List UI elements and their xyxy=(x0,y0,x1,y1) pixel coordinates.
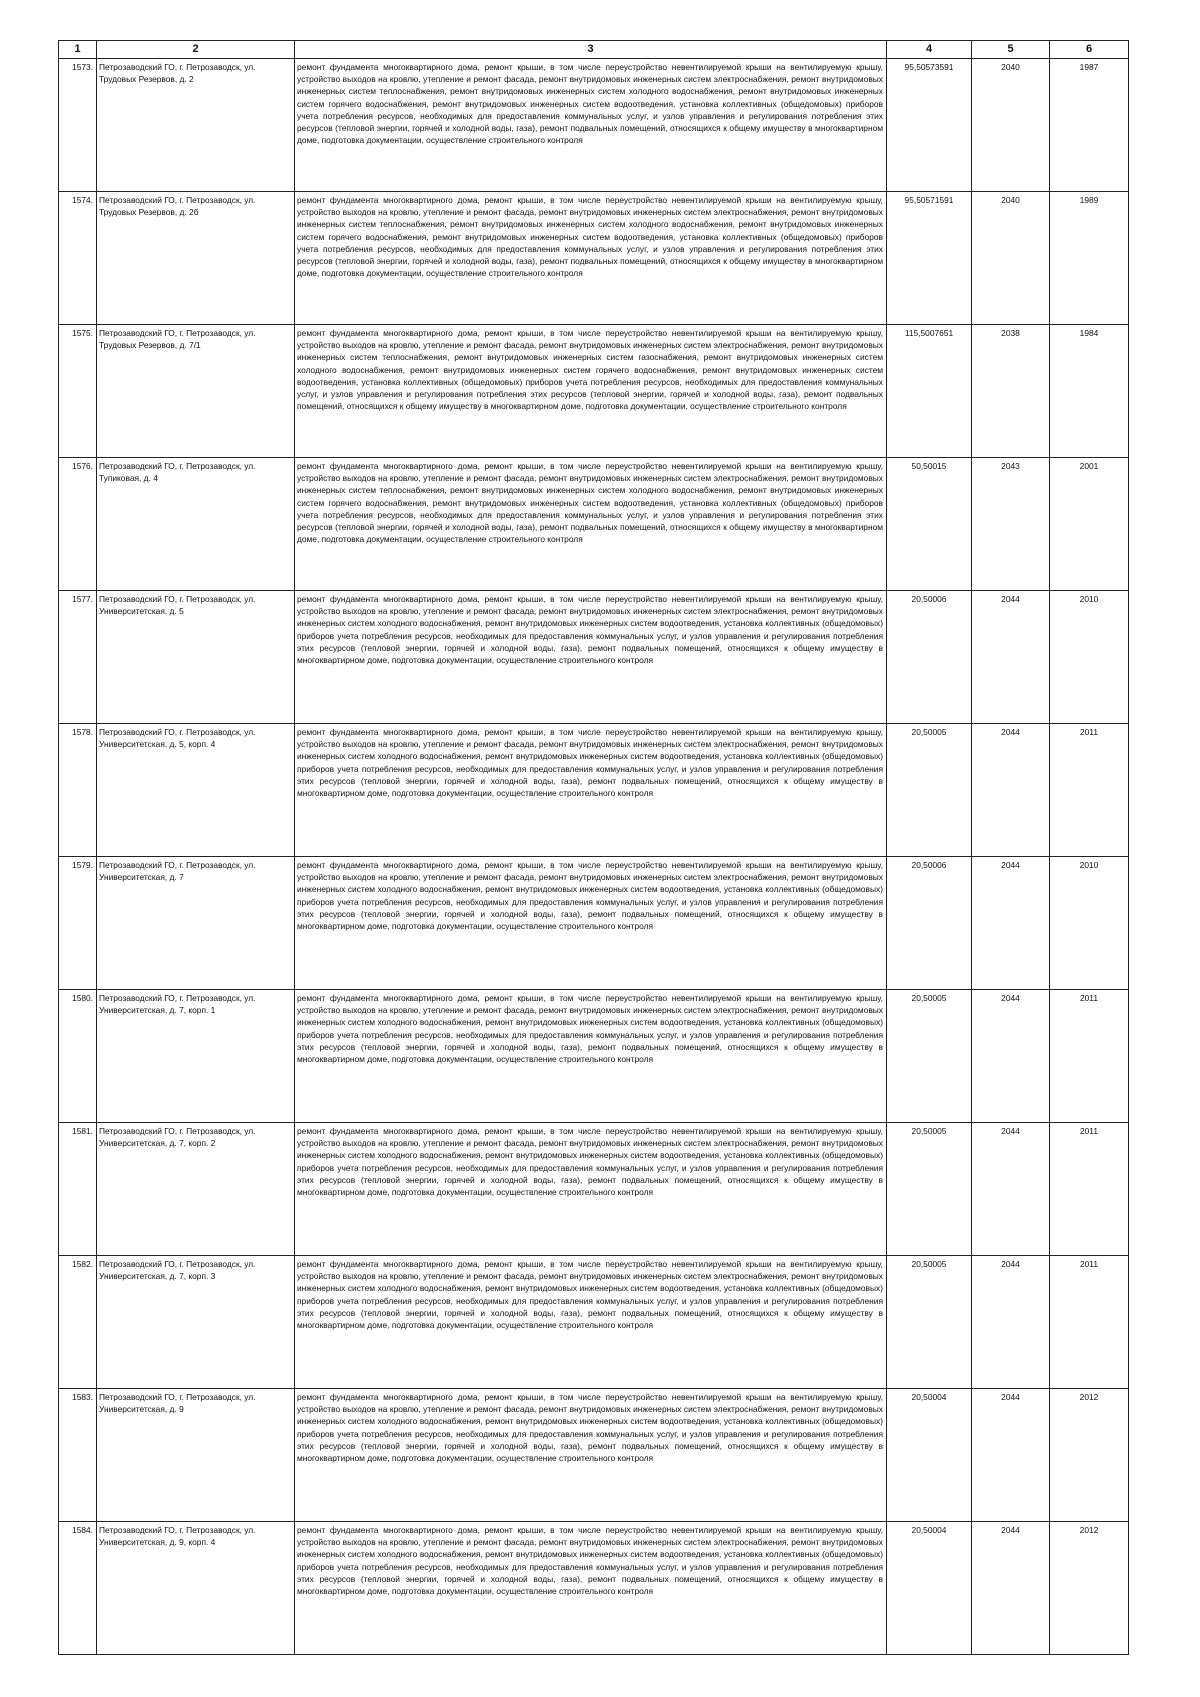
row-built-year: 1984 xyxy=(1050,325,1129,458)
row-number: 1584. xyxy=(59,1522,97,1655)
row-number: 1581. xyxy=(59,1123,97,1256)
table-row xyxy=(59,325,1129,458)
row-cost: 50,50015 xyxy=(887,458,972,591)
row-cost: 20,50005 xyxy=(887,724,972,857)
row-planned-year: 2038 xyxy=(972,325,1050,458)
table-row xyxy=(59,1123,1129,1256)
table-row xyxy=(59,990,1129,1123)
table-row xyxy=(59,192,1129,325)
column-header-planned-year: 5 xyxy=(972,41,1050,59)
row-number: 1577. xyxy=(59,591,97,724)
row-cost: 20,50005 xyxy=(887,990,972,1123)
row-address: Петрозаводский ГО, г. Петрозаводск, ул. Тупиковая, д. 4 xyxy=(97,458,295,591)
column-header-cost: 4 xyxy=(887,41,972,59)
row-number: 1578. xyxy=(59,724,97,857)
row-cost: 95,50573591 xyxy=(887,59,972,192)
row-built-year: 2012 xyxy=(1050,1389,1129,1522)
row-planned-year: 2040 xyxy=(972,192,1050,325)
row-built-year: 1987 xyxy=(1050,59,1129,192)
row-works: ремонт фундамента многоквартирного дома, ремонт крыши, в том числе переустройство невентилируемой крыши на вентилируемую крышу, устройство выходов на кровлю, утепление и ремонт фасада, ремонт внутридомовых инженерных систем электроснабжения, ремонт внутридомовых инженерных систем холодного водоснабжения, ремонт внутридомовых инженерных систем водоотведения, установка коллективных (общедомовых) приборов учета потребления ресурсов, необходимых для предоставления коммунальных услуг, и узлов управления и регулирования потребления этих ресурсов (тепловой энергии, горячей и холодной воды, газа), ремонт подвальных помещений, относящихся к общему имуществу в многоквартирном доме, подготовка документации, осуществление строительного контроля xyxy=(295,857,887,990)
row-cost: 115,5007651 xyxy=(887,325,972,458)
column-header-number: 1 xyxy=(59,41,97,59)
row-address: Петрозаводский ГО, г. Петрозаводск, ул. Университетская, д. 5 xyxy=(97,591,295,724)
row-built-year: 1989 xyxy=(1050,192,1129,325)
row-works: ремонт фундамента многоквартирного дома, ремонт крыши, в том числе переустройство невентилируемой крыши на вентилируемую крышу, устройство выходов на кровлю, утепление и ремонт фасада, ремонт внутридомовых инженерных систем электроснабжения, ремонт внутридомовых инженерных систем холодного водоснабжения, ремонт внутридомовых инженерных систем водоотведения, установка коллективных (общедомовых) приборов учета потребления ресурсов, необходимых для предоставления коммунальных услуг, и узлов управления и регулирования потребления этих ресурсов (тепловой энергии, горячей и холодной воды, газа), ремонт подвальных помещений, относящихся к общему имуществу в многоквартирном доме, подготовка документации, осуществление строительного контроля xyxy=(295,1389,887,1522)
row-address: Петрозаводский ГО, г. Петрозаводск, ул. Университетская, д. 7, корп. 2 xyxy=(97,1123,295,1256)
row-cost: 20,50004 xyxy=(887,1389,972,1522)
row-planned-year: 2040 xyxy=(972,59,1050,192)
row-built-year: 2011 xyxy=(1050,724,1129,857)
row-works: ремонт фундамента многоквартирного дома, ремонт крыши, в том числе переустройство невентилируемой крыши на вентилируемую крышу, устройство выходов на кровлю, утепление и ремонт фасада, ремонт внутридомовых инженерных систем электроснабжения, ремонт внутридомовых инженерных систем холодного водоснабжения, ремонт внутридомовых инженерных систем водоотведения, установка коллективных (общедомовых) приборов учета потребления ресурсов, необходимых для предоставления коммунальных услуг, и узлов управления и регулирования потребления этих ресурсов (тепловой энергии, горячей и холодной воды, газа), ремонт подвальных помещений, относящихся к общему имуществу в многоквартирном доме, подготовка документации, осуществление строительного контроля xyxy=(295,724,887,857)
row-built-year: 2010 xyxy=(1050,591,1129,724)
row-built-year: 2001 xyxy=(1050,458,1129,591)
row-built-year: 2011 xyxy=(1050,990,1129,1123)
table-row xyxy=(59,724,1129,857)
row-number: 1580. xyxy=(59,990,97,1123)
row-number: 1579. xyxy=(59,857,97,990)
row-works: ремонт фундамента многоквартирного дома, ремонт крыши, в том числе переустройство невентилируемой крыши на вентилируемую крышу, устройство выходов на кровлю, утепление и ремонт фасада, ремонт внутридомовых инженерных систем электроснабжения, ремонт внутридомовых инженерных систем теплоснабжения, ремонт внутридомовых инженерных систем холодного водоснабжения, ремонт внутридомовых инженерных систем горячего водоснабжения, ремонт внутридомовых инженерных систем водоотведения, установка коллективных (общедомовых) приборов учета потребления ресурсов, необходимых для предоставления коммунальных услуг, и узлов управления и регулирования потребления этих ресурсов (тепловой энергии, горячей и холодной воды, газа), ремонт подвальных помещений, относящихся к общему имуществу в многоквартирном доме, подготовка документации, осуществление строительного контроля xyxy=(295,59,887,192)
row-works: ремонт фундамента многоквартирного дома, ремонт крыши, в том числе переустройство невентилируемой крыши на вентилируемую крышу, устройство выходов на кровлю, утепление и ремонт фасада, ремонт внутридомовых инженерных систем электроснабжения, ремонт внутридомовых инженерных систем теплоснабжения, ремонт внутридомовых инженерных систем холодного водоснабжения, ремонт внутридомовых инженерных систем горячего водоснабжения, ремонт внутридомовых инженерных систем водоотведения, установка коллективных (общедомовых) приборов учета потребления ресурсов, необходимых для предоставления коммунальных услуг, и узлов управления и регулирования потребления этих ресурсов (тепловой энергии, горячей и холодной воды, газа), ремонт подвальных помещений, относящихся к общему имуществу в многоквартирном доме, подготовка документации, осуществление строительного контроля xyxy=(295,458,887,591)
row-cost: 20,50005 xyxy=(887,1256,972,1389)
row-number: 1573. xyxy=(59,59,97,192)
row-address: Петрозаводский ГО, г. Петрозаводск, ул. Университетская, д. 5, корп. 4 xyxy=(97,724,295,857)
row-planned-year: 2044 xyxy=(972,1123,1050,1256)
table-row xyxy=(59,591,1129,724)
row-works: ремонт фундамента многоквартирного дома, ремонт крыши, в том числе переустройство невентилируемой крыши на вентилируемую крышу, устройство выходов на кровлю, утепление и ремонт фасада, ремонт внутридомовых инженерных систем электроснабжения, ремонт внутридомовых инженерных систем холодного водоснабжения, ремонт внутридомовых инженерных систем водоотведения, установка коллективных (общедомовых) приборов учета потребления ресурсов, необходимых для предоставления коммунальных услуг, и узлов управления и регулирования потребления этих ресурсов (тепловой энергии, горячей и холодной воды, газа), ремонт подвальных помещений, относящихся к общему имуществу в многоквартирном доме, подготовка документации, осуществление строительного контроля xyxy=(295,990,887,1123)
row-cost: 95,50571591 xyxy=(887,192,972,325)
row-cost: 20,50006 xyxy=(887,857,972,990)
table-row xyxy=(59,1389,1129,1522)
row-number: 1574. xyxy=(59,192,97,325)
row-works: ремонт фундамента многоквартирного дома, ремонт крыши, в том числе переустройство невентилируемой крыши на вентилируемую крышу, устройство выходов на кровлю, утепление и ремонт фасада, ремонт внутридомовых инженерных систем электроснабжения, ремонт внутридомовых инженерных систем теплоснабжения, ремонт внутридомовых инженерных систем газоснабжения, ремонт внутридомовых инженерных систем холодного водоснабжения, ремонт внутридомовых инженерных систем горячего водоснабжения, ремонт внутридомовых инженерных систем водоотведения, установка коллективных (общедомовых) приборов учета потребления ресурсов, необходимых для предоставления коммунальных услуг, и узлов управления и регулирования потребления этих ресурсов (тепловой энергии, горячей и холодной воды, газа), ремонт подвальных помещений, относящихся к общему имуществу в многоквартирном доме, подготовка документации, осуществление строительного контроля xyxy=(295,325,887,458)
row-built-year: 2011 xyxy=(1050,1256,1129,1389)
row-planned-year: 2044 xyxy=(972,591,1050,724)
table-row xyxy=(59,458,1129,591)
column-header-works: 3 xyxy=(295,41,887,59)
row-address: Петрозаводский ГО, г. Петрозаводск, ул. Трудовых Резервов, д. 7/1 xyxy=(97,325,295,458)
row-works: ремонт фундамента многоквартирного дома, ремонт крыши, в том числе переустройство невентилируемой крыши на вентилируемую крышу, устройство выходов на кровлю, утепление и ремонт фасада, ремонт внутридомовых инженерных систем электроснабжения, ремонт внутридомовых инженерных систем холодного водоснабжения, ремонт внутридомовых инженерных систем водоотведения, установка коллективных (общедомовых) приборов учета потребления ресурсов, необходимых для предоставления коммунальных услуг, и узлов управления и регулирования потребления этих ресурсов (тепловой энергии, горячей и холодной воды, газа), ремонт подвальных помещений, относящихся к общему имуществу в многоквартирном доме, подготовка документации, осуществление строительного контроля xyxy=(295,591,887,724)
row-planned-year: 2044 xyxy=(972,724,1050,857)
column-header-address: 2 xyxy=(97,41,295,59)
row-cost: 20,50006 xyxy=(887,591,972,724)
column-header-built-year: 6 xyxy=(1050,41,1129,59)
row-built-year: 2012 xyxy=(1050,1522,1129,1655)
row-address: Петрозаводский ГО, г. Петрозаводск, ул. Университетская, д. 9, корп. 4 xyxy=(97,1522,295,1655)
capital-repair-table xyxy=(58,40,1129,1655)
row-number: 1576. xyxy=(59,458,97,591)
row-number: 1583. xyxy=(59,1389,97,1522)
row-works: ремонт фундамента многоквартирного дома, ремонт крыши, в том числе переустройство невентилируемой крыши на вентилируемую крышу, устройство выходов на кровлю, утепление и ремонт фасада, ремонт внутридомовых инженерных систем электроснабжения, ремонт внутридомовых инженерных систем холодного водоснабжения, ремонт внутридомовых инженерных систем водоотведения, установка коллективных (общедомовых) приборов учета потребления ресурсов, необходимых для предоставления коммунальных услуг, и узлов управления и регулирования потребления этих ресурсов (тепловой энергии, горячей и холодной воды, газа), ремонт подвальных помещений, относящихся к общему имуществу в многоквартирном доме, подготовка документации, осуществление строительного контроля xyxy=(295,1256,887,1389)
row-works: ремонт фундамента многоквартирного дома, ремонт крыши, в том числе переустройство невентилируемой крыши на вентилируемую крышу, устройство выходов на кровлю, утепление и ремонт фасада, ремонт внутридомовых инженерных систем электроснабжения, ремонт внутридомовых инженерных систем теплоснабжения, ремонт внутридомовых инженерных систем холодного водоснабжения, ремонт внутридомовых инженерных систем горячего водоснабжения, ремонт внутридомовых инженерных систем водоотведения, установка коллективных (общедомовых) приборов учета потребления ресурсов, необходимых для предоставления коммунальных услуг, и узлов управления и регулирования потребления этих ресурсов (тепловой энергии, горячей и холодной воды, газа), ремонт подвальных помещений, относящихся к общему имуществу в многоквартирном доме, подготовка документации, осуществление строительного контроля xyxy=(295,192,887,325)
row-works: ремонт фундамента многоквартирного дома, ремонт крыши, в том числе переустройство невентилируемой крыши на вентилируемую крышу, устройство выходов на кровлю, утепление и ремонт фасада, ремонт внутридомовых инженерных систем электроснабжения, ремонт внутридомовых инженерных систем холодного водоснабжения, ремонт внутридомовых инженерных систем водоотведения, установка коллективных (общедомовых) приборов учета потребления ресурсов, необходимых для предоставления коммунальных услуг, и узлов управления и регулирования потребления этих ресурсов (тепловой энергии, горячей и холодной воды, газа), ремонт подвальных помещений, относящихся к общему имуществу в многоквартирном доме, подготовка документации, осуществление строительного контроля xyxy=(295,1522,887,1655)
document-page xyxy=(58,40,1128,1655)
row-address: Петрозаводский ГО, г. Петрозаводск, ул. Университетская, д. 7 xyxy=(97,857,295,990)
row-built-year: 2010 xyxy=(1050,857,1129,990)
table-header-row xyxy=(59,41,1129,59)
row-works: ремонт фундамента многоквартирного дома, ремонт крыши, в том числе переустройство невентилируемой крыши на вентилируемую крышу, устройство выходов на кровлю, утепление и ремонт фасада, ремонт внутридомовых инженерных систем электроснабжения, ремонт внутридомовых инженерных систем холодного водоснабжения, ремонт внутридомовых инженерных систем водоотведения, установка коллективных (общедомовых) приборов учета потребления ресурсов, необходимых для предоставления коммунальных услуг, и узлов управления и регулирования потребления этих ресурсов (тепловой энергии, горячей и холодной воды, газа), ремонт подвальных помещений, относящихся к общему имуществу в многоквартирном доме, подготовка документации, осуществление строительного контроля xyxy=(295,1123,887,1256)
row-planned-year: 2044 xyxy=(972,990,1050,1123)
table-row xyxy=(59,59,1129,192)
row-address: Петрозаводский ГО, г. Петрозаводск, ул. Университетская, д. 7, корп. 3 xyxy=(97,1256,295,1389)
row-address: Петрозаводский ГО, г. Петрозаводск, ул. Университетская, д. 9 xyxy=(97,1389,295,1522)
row-number: 1575. xyxy=(59,325,97,458)
row-planned-year: 2044 xyxy=(972,1522,1050,1655)
row-cost: 20,50004 xyxy=(887,1522,972,1655)
table-row xyxy=(59,1522,1129,1655)
row-address: Петрозаводский ГО, г. Петрозаводск, ул. Трудовых Резервов, д. 2 xyxy=(97,59,295,192)
row-number: 1582. xyxy=(59,1256,97,1389)
table-row xyxy=(59,857,1129,990)
row-cost: 20,50005 xyxy=(887,1123,972,1256)
row-planned-year: 2044 xyxy=(972,857,1050,990)
row-built-year: 2011 xyxy=(1050,1123,1129,1256)
table-row xyxy=(59,1256,1129,1389)
row-address: Петрозаводский ГО, г. Петрозаводск, ул. Университетская, д. 7, корп. 1 xyxy=(97,990,295,1123)
row-address: Петрозаводский ГО, г. Петрозаводск, ул. Трудовых Резервов, д. 2б xyxy=(97,192,295,325)
row-planned-year: 2043 xyxy=(972,458,1050,591)
row-planned-year: 2044 xyxy=(972,1256,1050,1389)
row-planned-year: 2044 xyxy=(972,1389,1050,1522)
